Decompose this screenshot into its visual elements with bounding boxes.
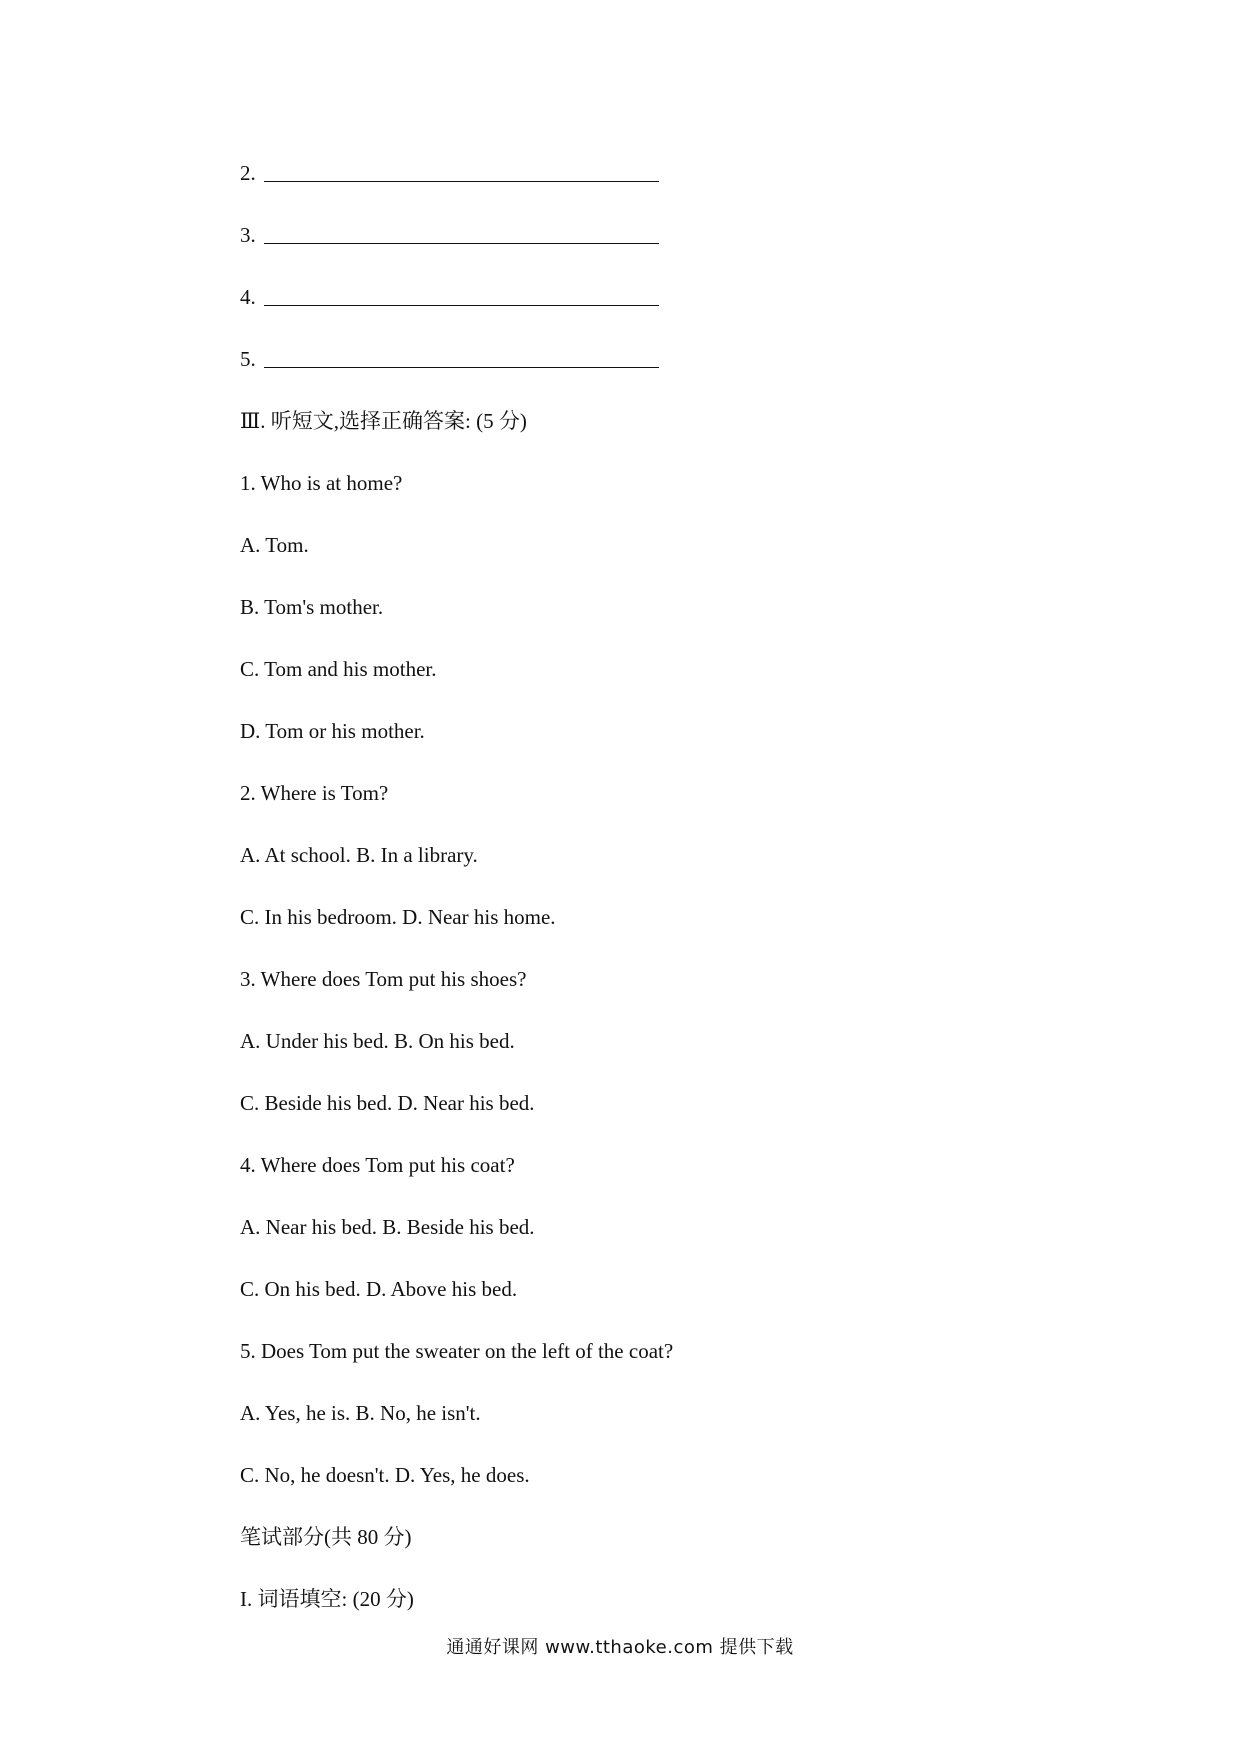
answer-line — [264, 213, 659, 244]
answer-option: C. On his bed. D. Above his bed. — [240, 1277, 518, 1301]
page-footer: 通通好课网 www.tthaoke.com 提供下载 — [446, 1637, 794, 1658]
blank-number: 5. — [240, 347, 256, 371]
answer-option: C. No, he doesn't. D. Yes, he does. — [240, 1463, 530, 1487]
answer-line — [264, 275, 659, 306]
answer-option: A. Yes, he is. B. No, he isn't. — [240, 1401, 481, 1425]
section-heading: Ⅲ. 听短文,选择正确答案: (5 分) — [240, 409, 527, 433]
answer-blank-row — [240, 204, 1140, 266]
answer-option: A. Under his bed. B. On his bed. — [240, 1029, 515, 1053]
question-text: 4. Where does Tom put his coat? — [240, 1153, 515, 1177]
blank-number: 4. — [240, 285, 256, 309]
answer-option: A. Tom. — [240, 533, 309, 557]
answer-blank-row — [240, 266, 1140, 328]
answer-line — [264, 151, 659, 182]
question-text: 3. Where does Tom put his shoes? — [240, 967, 527, 991]
answer-option: D. Tom or his mother. — [240, 719, 425, 743]
answer-option: C. In his bedroom. D. Near his home. — [240, 905, 556, 929]
answer-option: C. Beside his bed. D. Near his bed. — [240, 1091, 535, 1115]
answer-option: A. At school. B. In a library. — [240, 843, 478, 867]
answer-line — [264, 337, 659, 368]
page-content — [240, 142, 1140, 1630]
answer-option: A. Near his bed. B. Beside his bed. — [240, 1215, 535, 1239]
answer-blank-row — [240, 142, 1140, 204]
answer-option: B. Tom's mother. — [240, 595, 384, 619]
part-heading: 笔试部分(共 80 分) — [240, 1525, 412, 1549]
question-text: 5. Does Tom put the sweater on the left of the coat? — [240, 1339, 674, 1363]
answer-option: C. Tom and his mother. — [240, 657, 437, 681]
blank-number: 2. — [240, 161, 256, 185]
blank-number: 3. — [240, 223, 256, 247]
question-text: 2. Where is Tom? — [240, 781, 389, 805]
question-text: 1. Who is at home? — [240, 471, 403, 495]
section-heading: I. 词语填空: (20 分) — [240, 1587, 414, 1611]
answer-blank-row — [240, 328, 1140, 390]
